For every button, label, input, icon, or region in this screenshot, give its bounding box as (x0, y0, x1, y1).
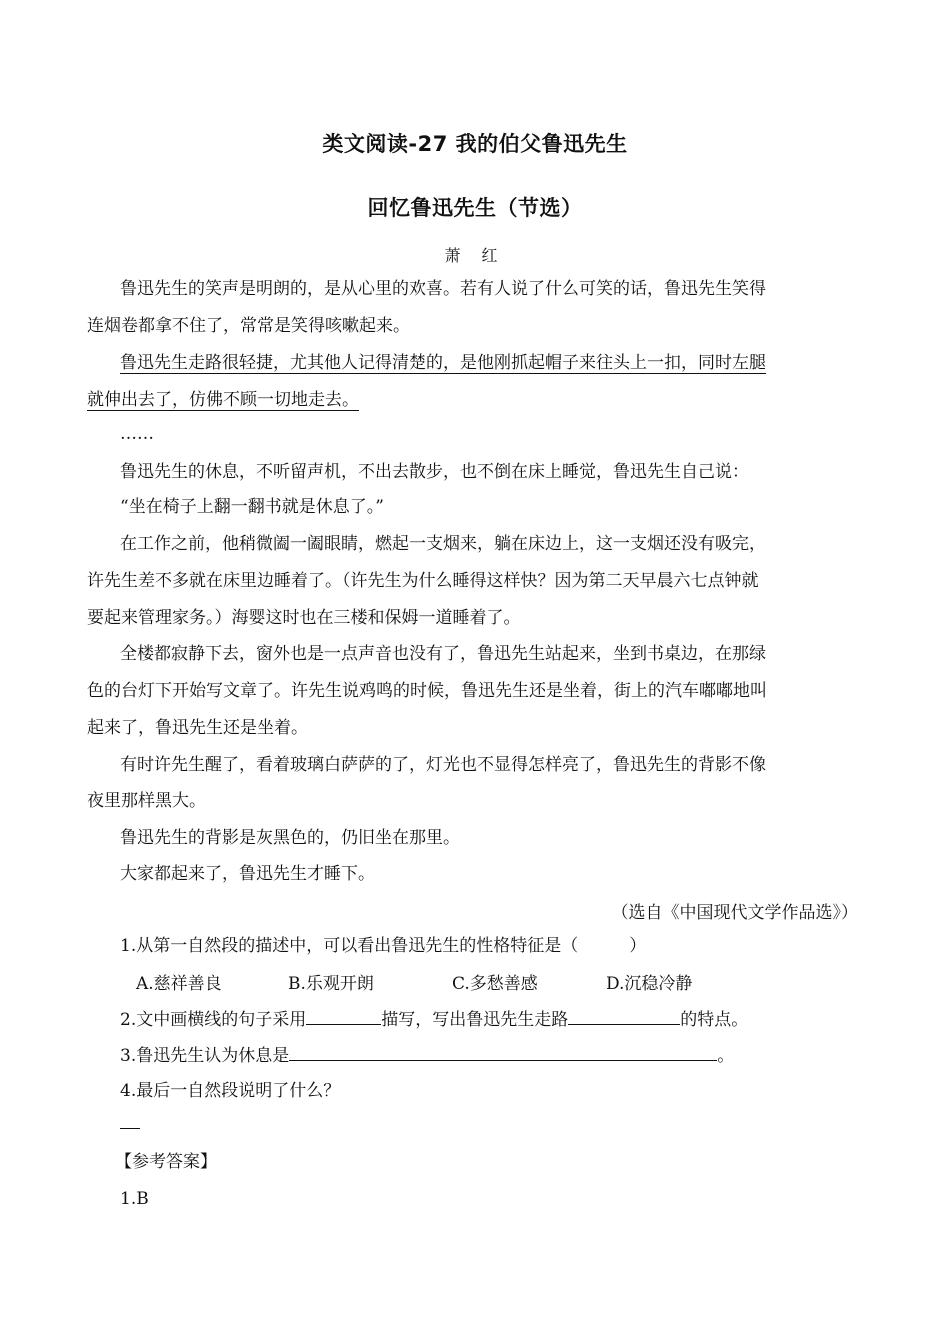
paragraph-6-line-1: 有时许先生醒了，看着玻璃白萨萨的了，灯光也不显得怎样亮了，鲁迅先生的背影不像 (120, 755, 766, 775)
paragraph-4-line-3: 要起来管理家务。）海婴这时也在三楼和保姆一道睡着了。 (87, 608, 521, 628)
question-3 (120, 1042, 734, 1068)
page-title: 类文阅读-27 我的伯父鲁迅先生 (322, 132, 628, 156)
ellipsis: …… (120, 424, 154, 444)
answer-line[interactable] (120, 1128, 140, 1129)
option-b: B.乐观开朗 (288, 974, 374, 994)
question-4: 4.最后一自然段说明了什么？ (120, 1081, 341, 1101)
article-title: 回忆鲁迅先生（节选） (367, 196, 583, 220)
paragraph-7: 鲁迅先生的背影是灰黑色的，仍旧坐在那里。 (120, 828, 460, 848)
answer-blank-walking-feature[interactable] (568, 1006, 680, 1025)
question-2-text-end: 的特点。 (680, 1010, 749, 1030)
answer-1: 1.B (120, 1189, 149, 1209)
option-d: D.沉稳冷静 (606, 974, 693, 994)
source-citation: （选自《中国现代文学作品选》） (611, 903, 858, 923)
answer-heading: 【参考答案】 (115, 1152, 217, 1172)
paragraph-5-line-3: 起来了，鲁迅先生还是坐着。 (87, 718, 308, 738)
answer-blank-description-method[interactable] (306, 1006, 381, 1025)
underlined-sentence-line-2: 就伸出去了，仿佛不顾一切地走去。 (87, 390, 359, 410)
paragraph-1-line-1: 鲁迅先生的笑声是明朗的，是从心里的欢喜。若有人说了什么可笑的话，鲁迅先生笑得 (120, 279, 766, 299)
question-1: 1.从第一自然段的描述中，可以看出鲁迅先生的性格特征是（ ） (120, 936, 647, 956)
question-2 (120, 1006, 748, 1032)
question-2-text-start: 2.文中画横线的句子采用 (120, 1010, 307, 1030)
answer-blank-rest-definition[interactable] (289, 1042, 717, 1061)
question-3-text-start: 3.鲁迅先生认为休息是 (120, 1046, 290, 1066)
question-3-text-end: 。 (717, 1046, 735, 1066)
paragraph-5-line-2: 色的台灯下开始写文章了。许先生说鸡鸣的时候，鲁迅先生还是坐着，街上的汽车嘟嘟地叫 (87, 681, 767, 701)
paragraph-6-line-2: 夜里那样黑大。 (87, 791, 206, 811)
paragraph-8: 大家都起来了，鲁迅先生才睡下。 (120, 864, 375, 884)
option-c: C.多愁善感 (452, 974, 538, 994)
paragraph-1-line-2: 连烟卷都拿不住了，常常是笑得咳嗽起来。 (87, 316, 410, 336)
paragraph-3-line-1: 鲁迅先生的休息，不听留声机，不出去散步，也不倒在床上睡觉，鲁迅先生自己说： (120, 462, 749, 482)
author-name: 萧 红 (444, 246, 506, 265)
paragraph-5-line-1: 全楼都寂静下去，窗外也是一点声音也没有了，鲁迅先生站起来，坐到书桌边，在那绿 (120, 644, 766, 664)
question-2-text-middle: 描写，写出鲁迅先生走路 (381, 1010, 569, 1030)
paragraph-4-line-1: 在工作之前，他稍微阖一阖眼睛，燃起一支烟来，躺在床边上，这一支烟还没有吸完， (120, 534, 766, 554)
paragraph-4-line-2: 许先生差不多就在床里边睡着了。（许先生为什么睡得这样快？因为第二天早晨六七点钟就 (87, 571, 759, 591)
paragraph-3-quote: “坐在椅子上翻一翻书就是休息了。” (120, 497, 384, 517)
underlined-sentence-line-1: 鲁迅先生走路很轻捷，尤其他人记得清楚的，是他刚抓起帽子来往头上一扣，同时左腿 (120, 353, 766, 373)
option-a: A.慈祥善良 (136, 974, 222, 994)
